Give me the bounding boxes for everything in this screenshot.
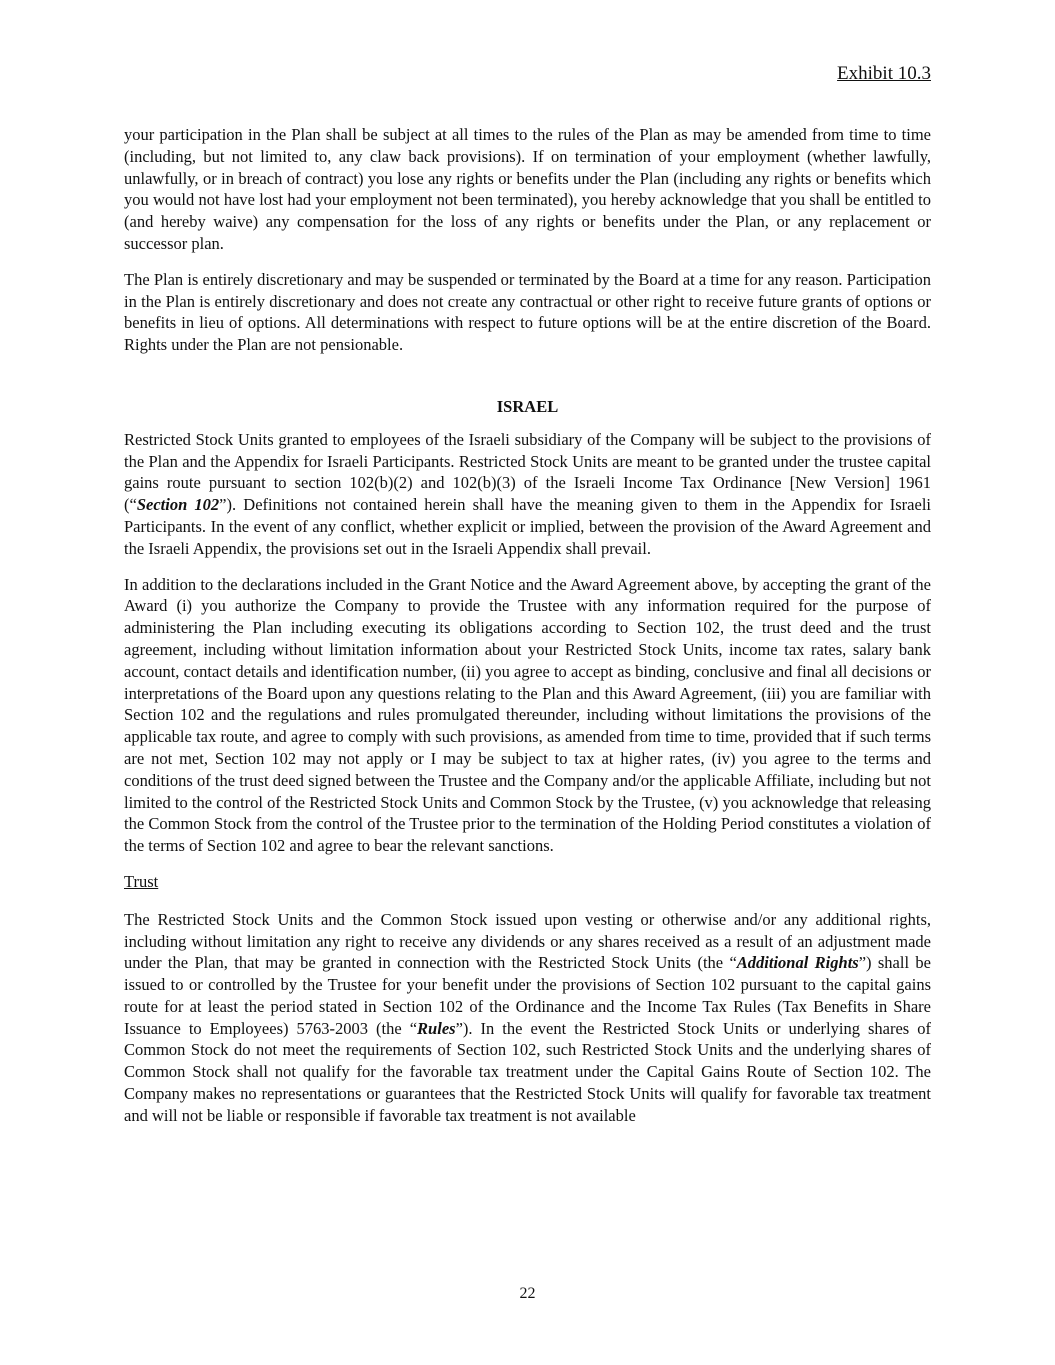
paragraph-declarations: In addition to the declarations included in the Grant Notice and the Award Agreement above, by accepting the grant of the Award (i) you authorize the Company to provide the Trustee with any information required for the purpose of administering the Plan including executing its obligations according to Section 102, the trust deed and the trust agreement, including without limitation information about your Restricted Stock Units, income tax rates, salary bank account, contact details and identification number, (ii) you agree to accept as binding, conclusive and final all decisions or interpretations of the Board upon any questions relating to the Plan and this Award Agreement, (iii) you are familiar with Section 102 and the regulations and rules promulgated thereunder, including without limitations the provisions of the applicable tax route, and agree to comply with such provisions, as amended from time to time, provided that if such terms are not met, Section 102 may not apply or I may be subject to tax at higher rates, (iv) you agree to the terms and conditions of the trust deed signed between the Trustee and the Company and/or the applicable Affiliate, including but not limited to the control of the Restricted Stock Units and Common Stock by the Trustee, (v) you acknowledge that releasing the Common Stock from the control of the Trustee prior to the termination of the Holding Period constitutes a violation of the terms of Section 102 and agree to bear the relevant sanctions. [124,574,931,856]
paragraph-plan-discretionary: The Plan is entirely discretionary and may be suspended or terminated by the Board at a time for any reason. Participation in the Plan is entirely discretionary and does not create any contractual or other right to receive future grants of options or benefits in lieu of options. All determinations with respect to future options will be at the entire discretion of the Board. Rights under the Plan are not pensionable. [124,269,931,355]
paragraph-israel-rsu [124,429,931,560]
defined-term-section-102: Section 102 [136,495,220,515]
text-segment: The Restricted Stock Units and the Common Stock issued upon vesting or otherwise and/or any additional rights, including without limitation any right to receive any dividends or any shares received as a result of an adjustment made under the Plan, that may be granted in connection with the Restricted Stock Units (the “ [124,909,931,973]
defined-term-additional-rights: Additional Rights [736,953,859,973]
defined-term-rules: Rules [417,1018,456,1038]
text-segment: ”) shall be issued to or controlled by the Trustee for your benefit under the provisions of Section 102 pursuant to the capital gains route for at least the period stated in Section 102 of the Ordinance and the Income Tax Rules (Tax Benefits in Share Issuance to Employees) 5763-2003 (the “ [124,953,931,1038]
page-number: 22 [519,1285,536,1302]
text-segment: ”). Definitions not contained herein shall have the meaning given to them in the Appendix for Israeli Participants. In the event of any conflict, whether explicit or implied, between the provision of the Award Agreement and the Israeli Appendix, the provisions set out in the Israeli Appendix shall prevail. [124,495,931,558]
text-segment: Restricted Stock Units granted to employees of the Israeli subsidiary of the Company will be subject to the provisions of the Plan and the Appendix for Israeli Participants. Restricted Stock Units are meant to be granted under the trustee capital gains route pursuant to section 102(b)(2) and 102(b)(3) of the Israeli Income Tax Ordinance [New Version] 1961 (“ [124,429,931,515]
exhibit-label: Exhibit 10.3 [837,63,931,84]
paragraph-trust [124,909,931,1127]
document-body [124,124,931,1141]
text-segment: ”). In the event the Restricted Stock Units or underlying shares of Common Stock do not meet the requirements of Section 102, such Restricted Stock Units and the underlying shares of Common Stock shall not qualify for the favorable tax treatment under the Capital Gains Route of Section 102. The Company makes no representations or guarantees that the Restricted Stock Units will qualify for favorable tax treatment and will not be liable or responsible if favorable tax treatment is not available [124,1018,931,1125]
subheading-trust: Trust [124,871,159,891]
section-heading-israel: ISRAEL [496,396,559,416]
paragraph-plan-rules: your participation in the Plan shall be subject at all times to the rules of the Plan as may be amended from time to time (including, but not limited to, any claw back provisions). If on termination of your employment (whether lawfully, unlawfully, or in breach of contract) you lose any rights or benefits under the Plan (including any rights or benefits which you would not have lost had your employment not been terminated), you hereby acknowledge that you shall be entitled to (and hereby waive) any compensation for the loss of any rights or benefits under the Plan, or any replacement or successor plan. [124,125,931,253]
